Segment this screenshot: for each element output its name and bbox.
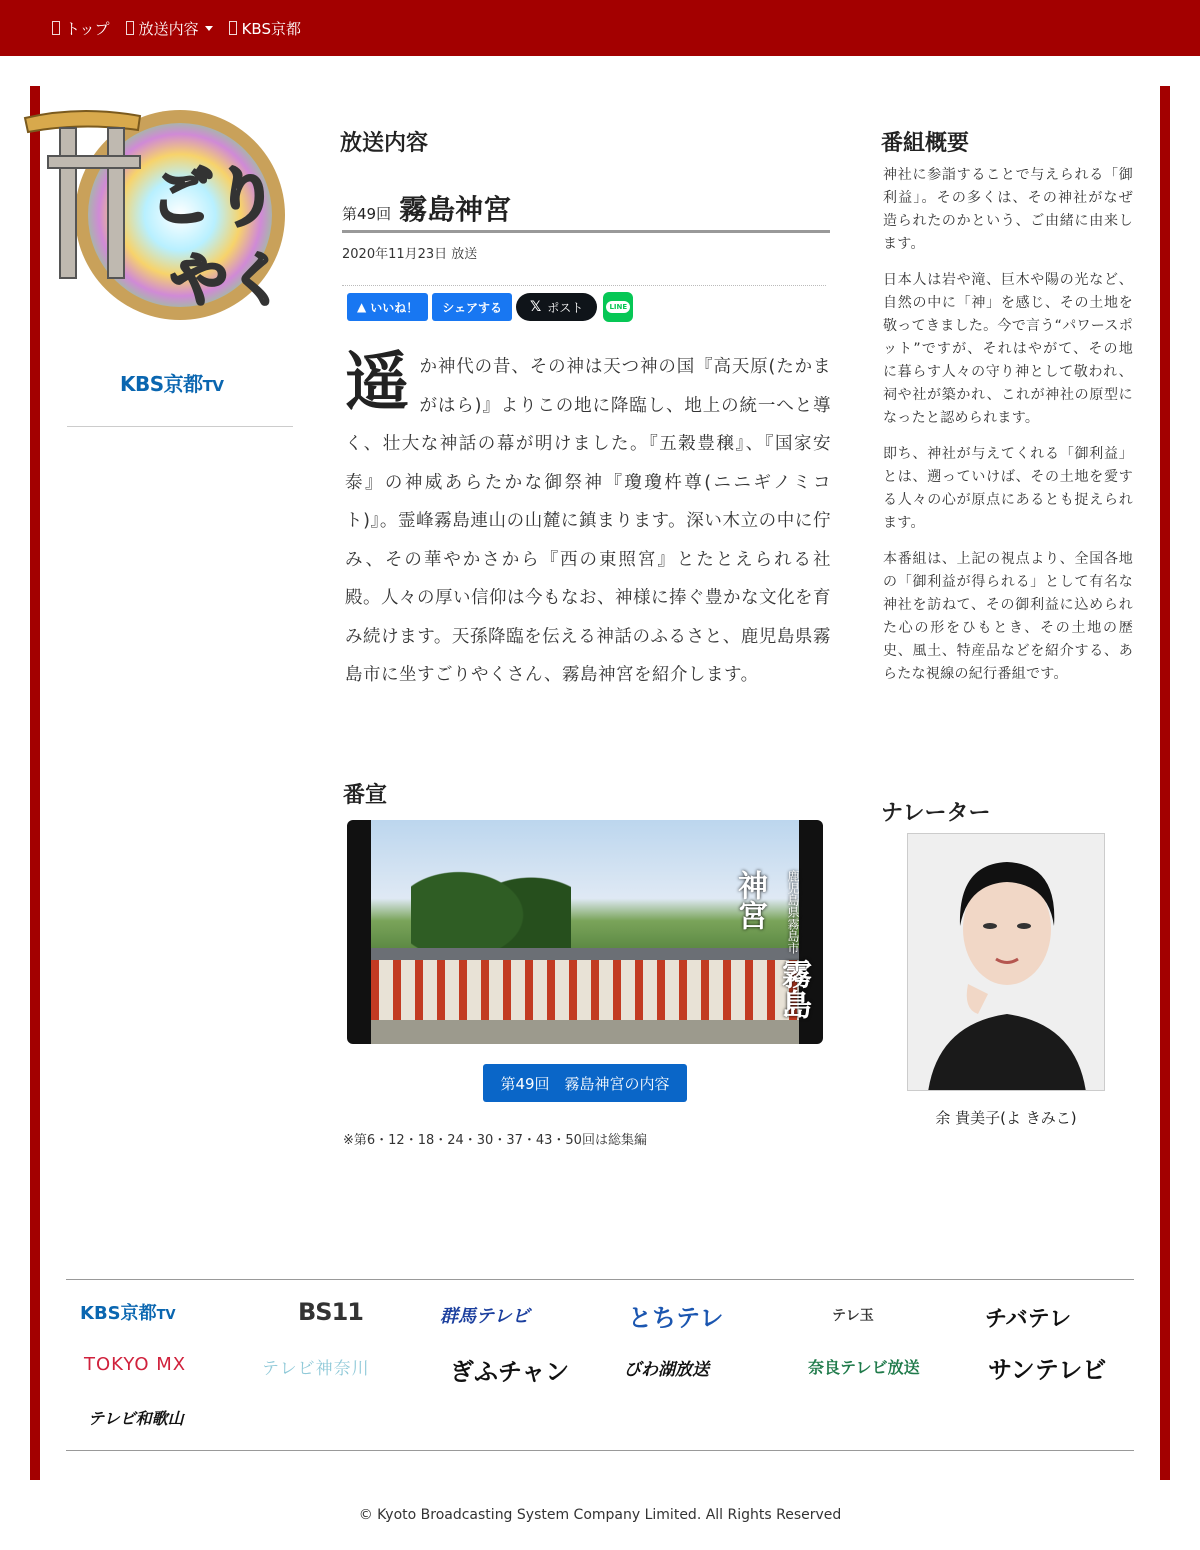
video-caption: [727, 870, 815, 1044]
section-title: 放送内容: [340, 131, 429, 156]
nav-item-label: 放送内容: [138, 19, 199, 38]
line-share-button[interactable]: [603, 292, 633, 322]
promo-video[interactable]: [347, 820, 823, 1044]
kbs-logo-tv: TV: [202, 377, 224, 395]
video-caption-title: 霧島神宮: [732, 870, 811, 1020]
footer-divider: [66, 1450, 1134, 1451]
station-logo-gifu[interactable]: ぎふチャン: [450, 1358, 570, 1386]
station-logo-biwako[interactable]: びわ湖放送: [624, 1360, 709, 1380]
logo-text: ごり: [150, 162, 278, 236]
nav-item-broadcast[interactable]: [126, 18, 213, 39]
like-label: いいね！: [370, 300, 419, 315]
thumbs-up-icon: ▲: [357, 300, 367, 314]
external-link-icon: [229, 21, 237, 35]
x-post-button[interactable]: [516, 293, 597, 321]
nav-item-label: トップ: [65, 19, 110, 38]
station-logo-nara[interactable]: 奈良テレビ放送: [808, 1358, 920, 1377]
station-logo-tochigi[interactable]: とちテレ: [628, 1304, 724, 1332]
divider: [67, 426, 293, 427]
air-date: 2020年11月23日 放送: [342, 247, 478, 262]
narrator-photo: [907, 833, 1105, 1091]
svg-text:やく: やく: [170, 246, 287, 314]
station-logo-wakayama[interactable]: テレビ和歌山: [88, 1409, 184, 1428]
top-nav: [0, 0, 1200, 56]
right-red-bar: [1160, 86, 1170, 1480]
station-logo-kbs[interactable]: KBS京都TV: [80, 1303, 176, 1324]
description-text: か神代の昔、その神は天つ神の国『高天原(たかまがはら)』よりこの地に降臨し、地上の統一へと導く、壮大な神話の幕が明けました。『五穀豊穣』、『国家安泰』の神威あらたかな御祭神『瓊瓊杵尊(ニニギノミコト)』。霊峰霧島連山の山麓に鎮まります。深い木立の中に佇み、その華やかさから『西の東照宮』とたとえられる社殿。人々の厚い信仰は今もなお、神様に捧ぐ豊かな文化を育み続けます。天孫降臨を伝える神話のふるさと、鹿児島県霧島市に坐すごりやくさん、霧島神宮を紹介します。: [345, 357, 831, 685]
nav-item-top[interactable]: [52, 18, 110, 39]
facebook-like-button[interactable]: [347, 293, 428, 321]
program-logo[interactable]: [20, 100, 290, 330]
station-logo-bs11[interactable]: BS11: [298, 1298, 363, 1326]
episode-heading: [342, 188, 830, 233]
kbs-kyoto-tv-logo[interactable]: [120, 368, 224, 397]
station-logo-tokyomx[interactable]: TOKYO MX: [84, 1354, 187, 1375]
tv-icon: [126, 21, 134, 35]
share-buttons: [347, 292, 633, 322]
line-icon: LINE: [606, 301, 630, 313]
video-thumbnail: [371, 820, 811, 1044]
share-label: シェアする: [442, 300, 503, 315]
facebook-share-button[interactable]: [432, 293, 512, 321]
promo-title: 番宣: [343, 783, 388, 808]
footer-divider: [66, 1279, 1134, 1280]
program-logo-graphic: [20, 100, 290, 330]
episode-title: 霧島神宮: [399, 193, 512, 226]
overview-title: 番組概要: [881, 131, 970, 156]
copyright: © Kyoto Broadcasting System Company Limited. All Rights Reserved: [358, 1507, 842, 1523]
narrator-title: ナレーター: [881, 801, 991, 826]
nav-item-kbs[interactable]: [229, 18, 301, 39]
drop-cap: 遥: [345, 345, 410, 420]
post-label: ポスト: [547, 300, 584, 315]
overview-paragraph: 本番組は、上記の視点より、全国各地の「御利益が得られる」として有名な神社を訪ねて、その御利益に込められた心の形をひもとき、その土地の歴史、風土、特産品などを紹介する、あらたな視線の紀行番組です。: [883, 551, 1133, 682]
episode-detail-button[interactable]: 第49回 霧島神宮の内容: [483, 1064, 687, 1102]
video-caption-location: 鹿児島県霧島市: [786, 870, 800, 954]
station-logo-suntv[interactable]: サンテレビ: [988, 1356, 1107, 1384]
station-logo-gunma[interactable]: 群馬テレビ: [440, 1306, 530, 1327]
compilation-note: ※第6・12・18・24・30・37・43・50回は総集編: [343, 1133, 647, 1148]
home-icon: [52, 21, 60, 35]
narrator-name: 余 貴美子(よ きみこ): [935, 1109, 1077, 1127]
overview-paragraph: 日本人は岩や滝、巨木や陽の光など、自然の中に「神」を感じ、その土地を敬ってきました。今で言う“パワースポット”ですが、それはやがて、その地に暮らす人々の守り神として敬われ、祠や社が築かれ、これが神社の原型になったと認められます。: [883, 272, 1133, 426]
episode-number: 第49回: [342, 205, 392, 223]
station-logo-chiba[interactable]: チバテレ: [985, 1307, 1072, 1332]
x-logo-icon: 𝕏: [530, 299, 542, 315]
station-logo-teletama[interactable]: テレ玉: [832, 1308, 874, 1324]
program-overview: [883, 164, 1133, 699]
episode-description: [345, 345, 831, 695]
station-logo-tvk[interactable]: テレビ神奈川: [262, 1359, 370, 1379]
kbs-logo-text: KBS京都: [120, 372, 203, 396]
chevron-down-icon: [205, 26, 213, 31]
overview-paragraph: 神社に参詣することで与えられる「御利益」。その多くは、その神社がなぜ造られたのかという、ご由緒に由来します。: [883, 167, 1133, 252]
overview-paragraph: 即ち、神社が与えてくれる「御利益」とは、遡っていけば、その土地を愛する人々の心が原点にあるとも捉えられます。: [883, 446, 1133, 531]
nav-item-label: KBS京都: [241, 19, 301, 38]
divider: [342, 285, 826, 286]
